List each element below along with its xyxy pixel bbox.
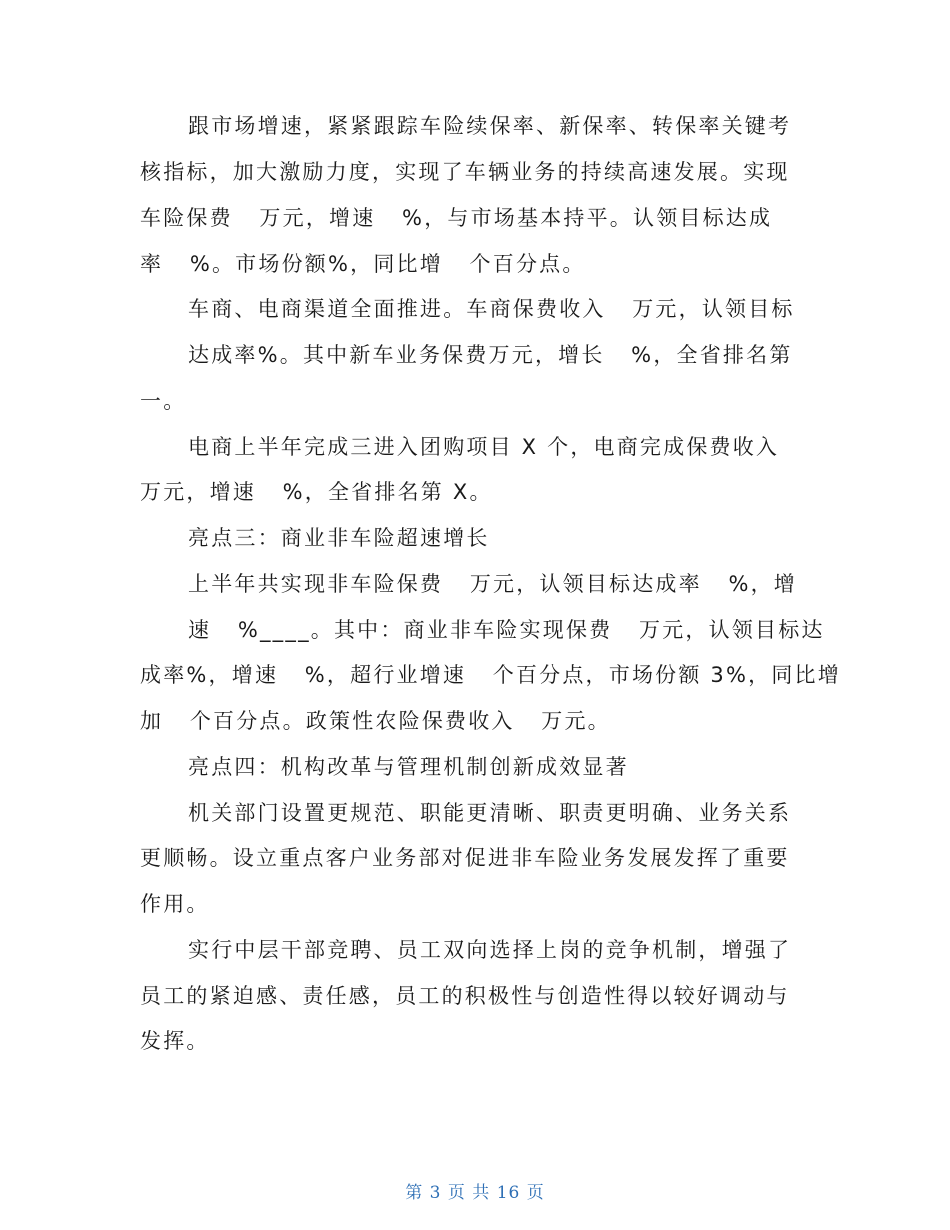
text-line-16: 机关部门设置更规范、职能更清晰、职责更明确、业务关系 xyxy=(188,801,792,825)
text-line-21: 发挥。 xyxy=(140,1029,210,1053)
page-number-footer: 第 3 页 共 16 页 xyxy=(405,1183,545,1203)
text-line-14: 加 个百分点。政策性农险保费收入 万元。 xyxy=(140,709,611,733)
text-line-7: 一。 xyxy=(140,389,187,413)
text-line-18: 作用。 xyxy=(140,892,210,916)
text-line-20: 员工的紧迫感、责任感，员工的积极性与创造性得以较好调动与 xyxy=(140,984,790,1008)
text-line-17: 更顺畅。设立重点客户业务部对促进非车险业务发展发挥了重要 xyxy=(140,846,790,870)
text-line-13: 成率%，增速 %，超行业增速 个百分点，市场份额 3%，同比增 xyxy=(140,663,841,687)
text-line-9: 万元，增速 %，全省排名第 X。 xyxy=(140,480,493,504)
text-line-11: 上半年共实现非车险保费 万元，认领目标达成率 %，增 xyxy=(188,572,798,596)
text-line-2: 核指标，加大激励力度，实现了车辆业务的持续高速发展。实现 xyxy=(140,160,790,184)
heading-highlight-four: 亮点四：机构改革与管理机制创新成效显著 xyxy=(188,755,629,779)
text-line-5: 车商、电商渠道全面推进。车商保费收入 万元，认领目标 xyxy=(188,297,795,321)
text-line-19: 实行中层干部竞聘、员工双向选择上岗的竞争机制，增强了 xyxy=(188,938,792,962)
text-line-4: 率 %。市场份额%，同比增 个百分点。 xyxy=(140,252,586,276)
text-line-12: 速 %____。其中：商业非车险实现保费 万元，认领目标达 xyxy=(188,618,825,642)
text-line-3: 车险保费 万元，增速 %，与市场基本持平。认领目标达成 xyxy=(140,206,773,230)
heading-highlight-three: 亮点三：商业非车险超速增长 xyxy=(188,526,490,550)
text-line-6: 达成率%。其中新车业务保费万元，增长 %，全省排名第 xyxy=(188,343,793,367)
text-line-8: 电商上半年完成三进入团购项目 X 个，电商完成保费收入 xyxy=(188,435,780,459)
text-line-1: 跟市场增速，紧紧跟踪车险续保率、新保率、转保率关键考 xyxy=(188,114,792,138)
